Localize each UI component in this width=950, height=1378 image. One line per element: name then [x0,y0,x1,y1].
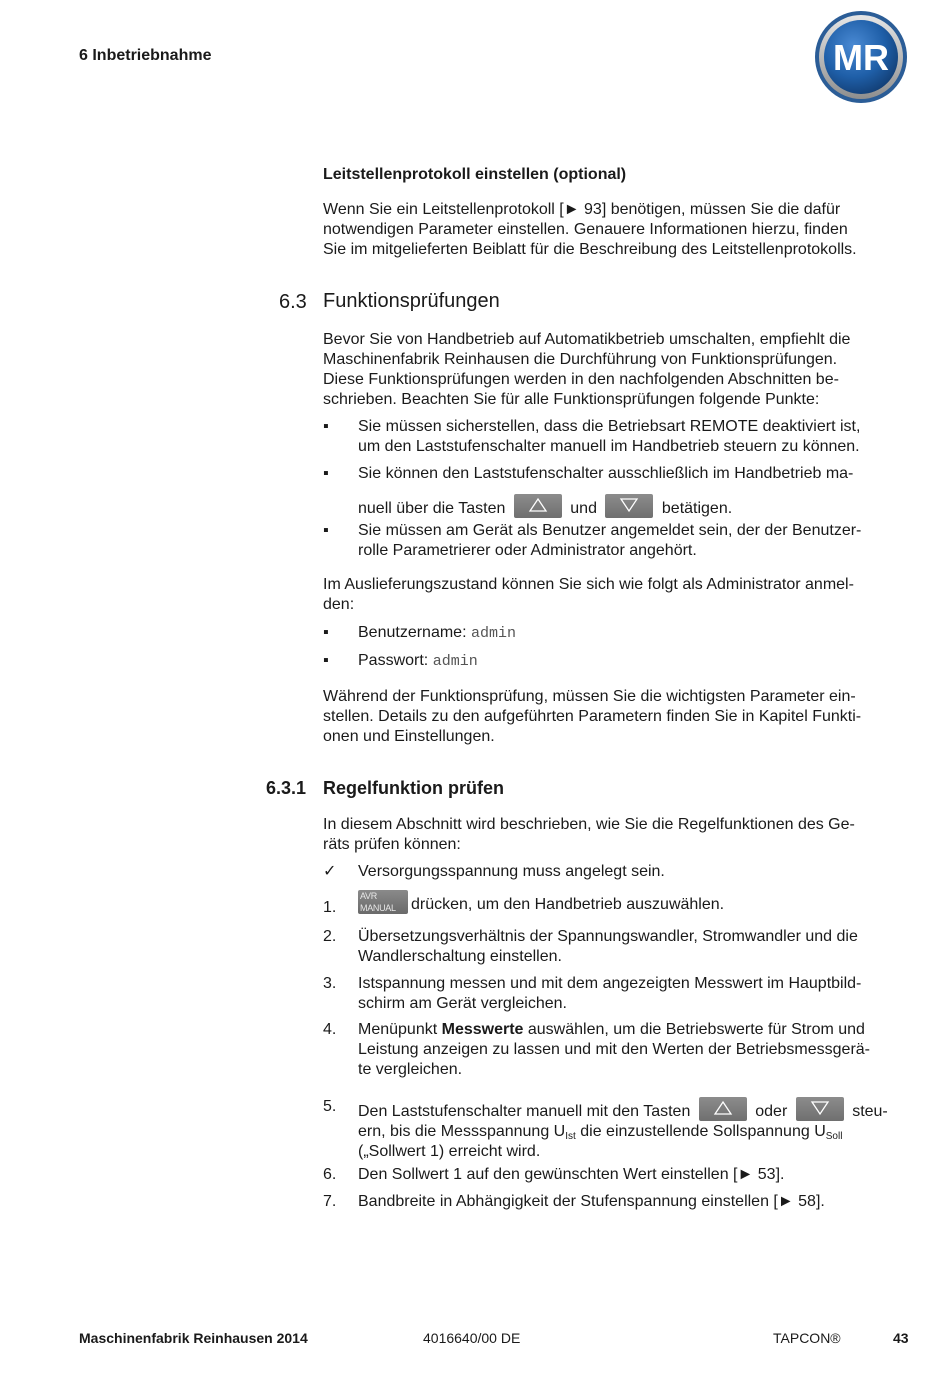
footer-product: TAPCON® [773,1330,841,1346]
mr-logo [814,10,908,104]
footer-page-number: 43 [893,1330,909,1346]
protocol-paragraph: Wenn Sie ein Leitstellenprotokoll [► 93] benötigen, müssen Sie die dafür notwendigen Parameter einstellen. Genauere Informationen hierzu, finden Sie im mitgelieferten Beiblatt für die Beschreibung des Leitstellenprotokolls. [323,201,857,258]
subsection-number: 6.3.1 [266,778,307,798]
subsection-title: Regelfunktion prüfen [323,778,504,798]
triangle-down-icon [810,1100,830,1116]
subsection-title: Leitstellenprotokoll einstellen (optional) [323,166,627,183]
footer-doc-number: 4016640/00 DE [423,1330,521,1346]
during-paragraph: Während der Funktionsprüfung, müssen Sie die wichtigsten Parameter ein- stellen. Details zu den aufgeführten Parametern finden Sie in Kapitel Funkti- onen und Einstellungen. [323,688,862,745]
check-icon: ✓ [323,863,337,880]
chapter-header: 6 Inbetriebnahme [79,47,212,64]
page-ref-link[interactable]: ► 93 [563,201,602,218]
footer-company: Maschinenfabrik Reinhausen 2014 [79,1330,308,1346]
up-key-button [699,1097,747,1121]
triangle-up-icon [713,1100,733,1116]
admin-paragraph: Im Auslieferungszustand können Sie sich wie folgt als Administrator anmel- den: [323,576,854,613]
up-key-button [514,494,562,518]
avr-manual-key: AVR MANUAL [358,890,408,914]
section-number: 6.3 [279,291,307,313]
logo-text: MR [833,37,889,78]
triangle-up-icon [528,497,548,513]
subsection-intro: In diesem Abschnitt wird beschrieben, wie Sie die Regelfunktionen des Ge- räts prüfen können: [323,816,855,853]
down-key-button [796,1097,844,1121]
password-value: admin [432,653,478,670]
triangle-down-icon [619,497,639,513]
down-key-button [605,494,653,518]
section-intro: Bevor Sie von Handbetrieb auf Automatikbetrieb umschalten, empfiehlt die Maschinenfabrik Reinhausen die Durchführung von Funktionsprüfungen. Diese Funktionsprüfungen werden in den nachfolgenden Abschnitten be- schrieben. Beachten Sie für alle Funktionsprüfungen folgende Punkte: [323,331,851,408]
page-ref-link[interactable]: ► 53 [737,1166,776,1183]
page-ref-link[interactable]: ► 58 [777,1193,816,1210]
username-value: admin [470,625,516,642]
section-title: Funktionsprüfungen [323,290,500,312]
